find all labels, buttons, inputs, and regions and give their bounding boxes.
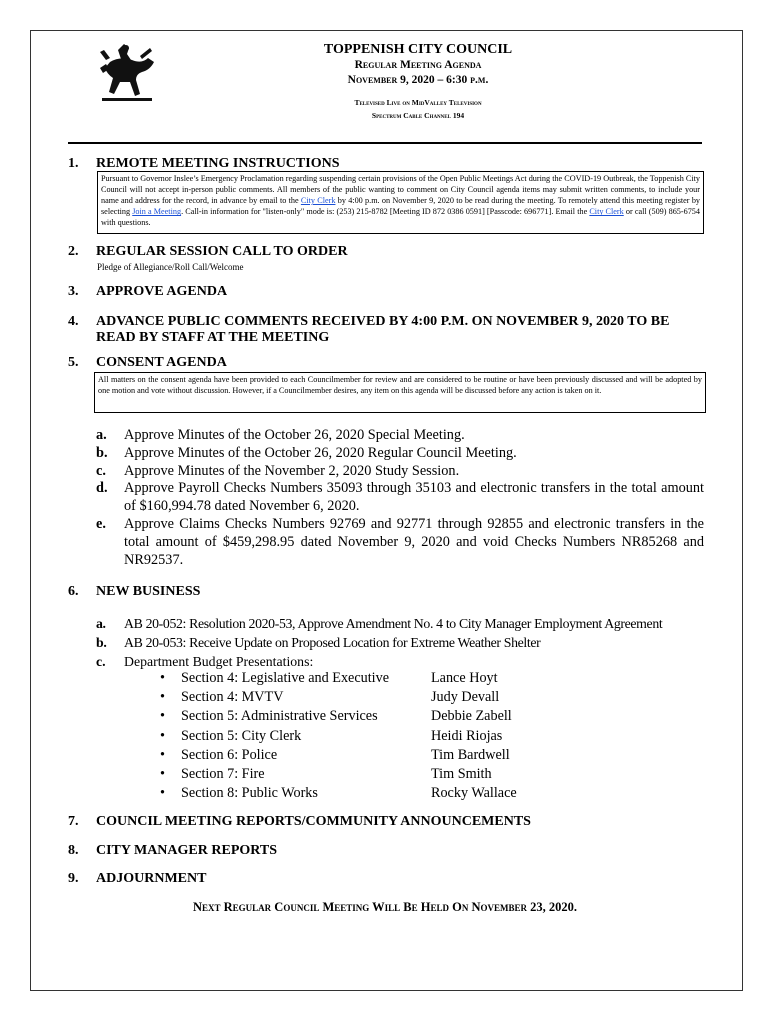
consent-items-list <box>96 427 704 569</box>
bullet-icon: • <box>160 708 165 725</box>
bullet-icon: • <box>160 670 165 686</box>
item-text: AB 20-053: Receive Update on Proposed Location for Extreme Weather Shelter <box>124 635 541 650</box>
presentation-section: Section 5: City Clerk <box>181 727 302 744</box>
section-title: REGULAR SESSION CALL TO ORDER <box>96 244 348 259</box>
section-number: 4. <box>68 314 79 329</box>
presenter-name: Tim Smith <box>431 765 492 782</box>
presentation-section: Section 8: Public Works <box>181 785 318 802</box>
list-item <box>96 516 704 569</box>
city-clerk-link[interactable]: City Clerk <box>300 196 336 206</box>
agenda-subtitle: Regular Meeting Agenda <box>354 59 482 71</box>
section-number: 9. <box>68 871 79 886</box>
broadcast-line-2: Spectrum Cable Channel 194 <box>371 111 465 120</box>
bullet-icon: • <box>160 785 165 802</box>
instructions-text: or call (509) 865-6754 with questions. <box>101 207 700 228</box>
bullet-icon: • <box>160 746 165 763</box>
instructions-text: . Call-in information for "listen-only" mode is: (253) 215-8782 [Meeting ID 872 0386 0591] [Passcode: 696771]. Email the <box>181 207 590 217</box>
presenter-name: Rocky Wallace <box>431 785 517 802</box>
remote-instructions-box <box>97 171 704 234</box>
list-item <box>96 463 704 481</box>
presentation-section: Section 6: Police <box>181 746 278 763</box>
bullet-icon: • <box>160 689 165 706</box>
list-item <box>96 445 704 463</box>
item-text: Approve Claims Checks Numbers 92769 and 92771 through 92855 and electronic transfers in the total amount of $459,298.95 dated November 9, 2020 and void Checks Numbers NR85268 and NR92537. <box>124 515 704 568</box>
list-item <box>96 427 704 445</box>
item-letter: e. <box>96 515 106 532</box>
item-letter: c. <box>96 654 106 669</box>
instructions-text: by 4:00 p.m. on November 9, 2020 to be read during the meeting. To remotely attend this meeting register by selecting <box>101 196 701 217</box>
council-title: TOPPENISH CITY COUNCIL <box>323 42 513 57</box>
section-number: 8. <box>68 843 79 858</box>
presenter-name: Lance Hoyt <box>431 670 498 686</box>
item-letter: a. <box>96 427 107 443</box>
section-title: NEW BUSINESS <box>96 584 201 599</box>
bronc-rider-logo-icon <box>96 42 158 108</box>
section-title: ADVANCE PUBLIC COMMENTS RECEIVED BY 4:00 P.M. ON NOVEMBER 9, 2020 TO BE READ BY STAFF AT THE MEETING <box>96 314 670 345</box>
consent-agenda-note-box <box>94 372 706 413</box>
bullet-icon: • <box>160 727 165 744</box>
section-title: COUNCIL MEETING REPORTS/COMMUNITY ANNOUNCEMENTS <box>96 814 531 829</box>
header-rule <box>68 142 702 144</box>
section-title: CITY MANAGER REPORTS <box>96 843 278 858</box>
presentation-section: Section 7: Fire <box>181 765 265 782</box>
section-title: REMOTE MEETING INSTRUCTIONS <box>96 156 340 171</box>
item-letter: b. <box>96 635 107 650</box>
section-number: 6. <box>68 584 79 599</box>
join-meeting-link[interactable]: Join a Meeting <box>132 207 182 217</box>
section-number: 3. <box>68 284 79 299</box>
meeting-date: November 9, 2020 – 6:30 p.m. <box>347 74 489 86</box>
list-item <box>96 633 662 652</box>
call-to-order-note: Pledge of Allegiance/Roll Call/Welcome <box>97 262 244 272</box>
item-text: Department Budget Presentations: <box>124 654 314 669</box>
presentation-section: Section 5: Administrative Services <box>181 708 378 725</box>
broadcast-line-1: Televised Live on MidValley Television <box>354 98 482 107</box>
presenter-name: Judy Devall <box>431 689 500 706</box>
item-text: AB 20-052: Resolution 2020-53, Approve Amendment No. 4 to City Manager Employment Agreement <box>124 616 663 631</box>
section-number: 2. <box>68 244 79 259</box>
section-title: APPROVE AGENDA <box>96 284 228 299</box>
presenter-name: Tim Bardwell <box>431 746 510 763</box>
item-letter: d. <box>96 480 108 497</box>
item-text: Approve Minutes of the October 26, 2020 Special Meeting. <box>124 427 465 443</box>
section-title: ADJOURNMENT <box>96 871 207 886</box>
list-item <box>96 614 662 633</box>
section-number: 5. <box>68 355 79 370</box>
section-number: 1. <box>68 156 79 171</box>
city-clerk-email-link[interactable]: City Clerk <box>589 207 624 217</box>
next-meeting-notice: Next Regular Council Meeting Will Be Held On November 23, 2020. <box>192 900 577 914</box>
item-letter: c. <box>96 462 106 479</box>
item-text: Approve Payroll Checks Numbers 35093 through 35103 and electronic transfers in the total amount of $160,994.78 dated November 6, 2020. <box>124 480 704 515</box>
new-business-list <box>96 614 662 671</box>
section-number: 7. <box>68 814 79 829</box>
consent-note-text: All matters on the consent agenda have been provided to each Councilmember for review and are considered to be routine or have been previously discussed and will be adopted by one motion and vote without discussion. However, if a Councilmember desires, any item on this agenda will be discussed before any action is taken on it. <box>98 375 702 396</box>
instructions-text: Pursuant to Governor Inslee’s Emergency Proclamation regarding suspending certain provisions of the Open Public Meetings Act during the COVID-19 Outbreak, the Toppenish City Council will not accept in-person public comments. All members of the public wanting to comment on City Council agenda items may submit written comments, to include your name and address for the record, in advance by email to the <box>101 174 700 206</box>
item-letter: b. <box>96 444 108 461</box>
presenter-name: Heidi Riojas <box>431 727 503 744</box>
section-title: CONSENT AGENDA <box>96 355 227 370</box>
agenda-header <box>258 42 578 121</box>
item-text: Approve Minutes of the October 26, 2020 Regular Council Meeting. <box>124 444 517 461</box>
item-letter: a. <box>96 616 106 631</box>
presentation-section: Section 4: Legislative and Executive <box>181 670 390 686</box>
bullet-icon: • <box>160 765 165 782</box>
list-item <box>96 480 704 516</box>
presenter-name: Debbie Zabell <box>431 708 512 725</box>
item-text: Approve Minutes of the November 2, 2020 Study Session. <box>124 462 460 479</box>
presentation-section: Section 4: MVTV <box>181 689 284 706</box>
